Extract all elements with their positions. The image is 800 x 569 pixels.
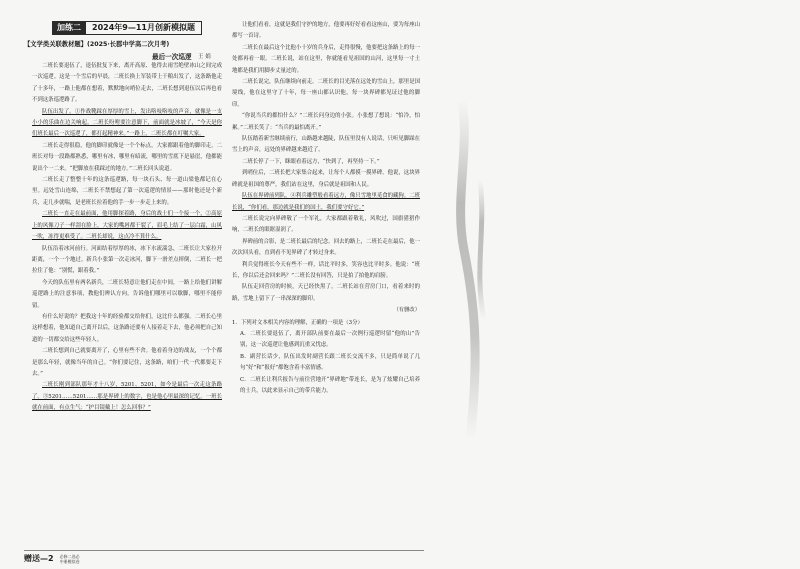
option-c: C．二班长让利兵报告与前往营地开“界碑地”带连长，是为了炫耀自己培养的士兵，以此来显示自己的带兵能力。 bbox=[240, 376, 420, 394]
paragraph: 二班长想到自己就要离开了，心里有些不舍。他看着身边的战友，一个个都是那么年轻，就像当年的自己。“你们要记住，这条路，咱们一代一代都要走下去。” bbox=[32, 348, 222, 377]
footer-sub-line: 中册模拟卷 bbox=[59, 558, 80, 564]
paragraph-underlined: 队伍出发了。①作战靴踩在厚厚的雪上，发出咯吱咯吱的声音，就像是一支小小的乐曲在边关响起，二班长吩咐要注意脚下，前面就是冰坡了，“今天是你们班长最后一次巡逻了，都打起精神来。”一路上，二班长都在叮嘱大家。 bbox=[32, 108, 222, 138]
footer bbox=[24, 553, 80, 564]
paragraph: 队伍踏着新雪继续前行，山路越来越陡，队伍里没有人说话，只听见脚踩在雪上的声音，远处的界碑越来越近了。 bbox=[232, 136, 420, 154]
paragraph: “你说当兵的都怕什么？”二班长问身边的小张。小张想了想说：“怕冷，怕累。”二班长笑了：“当兵的最怕离开。” bbox=[232, 113, 420, 131]
paragraph: 队伍沿着冰河前行。河面结着厚厚的冰，冰下水流湍急，二班长让大家拉开距离，一个一个地过。新兵小张第一次走冰河，脚下一滑差点摔倒，二班长一把拉住了他：“别慌，跟着我。” bbox=[32, 245, 222, 275]
paragraph: 队伍走回营房的时候，天已经快黑了。二班长站在营房门口，看着来时的路，雪地上留下了一串深深的脚印。 bbox=[232, 284, 420, 302]
question-stem: 1．下列对文本相关内容的理解，正确的一项是（3分） bbox=[232, 319, 363, 326]
article-column-right bbox=[232, 20, 420, 548]
question-tag-line: 【文学类关联教材题】(2025·长郡中学高二次月考) bbox=[24, 41, 170, 48]
paragraph-underlined: 二班长一直走在最前面，他用脚探着路，身后的战士们一个接一个，②高原上的风像刀子一样刮在脸上，大家的嘴唇都干裂了，眉毛上结了一层白霜，山风一吹，冻得更难受了。二班长却说，这点冷不算什么。 bbox=[32, 211, 222, 241]
article-column-left bbox=[32, 61, 222, 545]
paragraph-underlined: 队伍在界碑前列队，④利兵雕塑般看着远方，像只雪地里觅食的藏狗。二班长说，“你们看，那边就是我们的国土，我们要守好它。” bbox=[232, 193, 420, 211]
page-label: 赠送—2 bbox=[24, 554, 54, 563]
source-note: （有删改） bbox=[393, 307, 420, 314]
section-header bbox=[52, 21, 228, 35]
article-author: 王 娟 bbox=[198, 54, 211, 60]
section-badge: 加练二 bbox=[52, 21, 86, 35]
paragraph-underlined: 二班长刚到部队那年才十八岁，5201、5201，如今是最后一次走这条路了。③5201……5201……那是界碑上的数字，也是他心里最深的记忆。一班长就在前面，有点生气：“护目镜戴上！怎么回事？” bbox=[32, 382, 222, 412]
paragraph: 让他们看看，这就是我们守护的地方，他要再好好看看这座山，要为每座山都写一首诗。 bbox=[232, 22, 420, 40]
paragraph: 有什么好说的？把我这十年的经验都交给你们，这比什么都强。二班长心里这样想着，他知道自己离开以后，这条路还要有人接着走下去，他必须把自己知道的一切都交给这些年轻人。 bbox=[32, 313, 222, 343]
article-title: 最后一次巡逻 bbox=[152, 53, 192, 61]
paragraph: 二班长要退伍了，退伍批复下来，离开高原、他得去雨雪绝壁冰山之间完成一次巡逻。这是一个雪后的早晨，二班长换上军装带上干粮出发了，这条路他走了十多年，一路上他都在想着，默默地向哨位走去，二班长想到退伍以后再也看不到这条巡逻路了。 bbox=[32, 63, 222, 104]
footer-divider bbox=[24, 550, 424, 551]
ink-smudge-mark bbox=[440, 90, 510, 450]
section-title: 2024年9—11月创新模拟题 bbox=[86, 21, 202, 35]
option-b: B．副营长话少，队伍出发时副营长跟二班长交流不多，只是简单说了几句“好”和“报好”都饱含着丰富情感。 bbox=[240, 353, 420, 372]
paragraph: 二班长说完向界碑敬了一个军礼，大家都跟着敬礼，风吹过，国旗猎猎作响，二班长的眼眶湿润了。 bbox=[232, 215, 420, 234]
paragraph: 二班长走了整整十年的这条巡逻路，每一块石头、每一道山梁他都记在心里。远处雪山连绵，二班长不禁想起了第一次巡逻的情景——那时他还是个新兵，走几步就喘，是老班长拉着他的手一步一步走上来的。 bbox=[32, 177, 222, 206]
option-a: A．二班长要退伍了，离开部队前要在最后一次例行巡逻时留“他的山”告别，这一次巡逻让他感到沉重又忧虑。 bbox=[240, 330, 420, 349]
paragraph: 二班长说完，队伍继续向前走。二班长的目光落在远处的雪山上，那里是国境线，他在这里守了十年，每一座山都认识他，每一块界碑都见证过他的脚印。 bbox=[232, 79, 420, 108]
question-block bbox=[232, 318, 420, 398]
paragraph: 二班长停了一下，眯眼看着远方，“快到了，再坚持一下。” bbox=[242, 158, 380, 165]
paragraph: 到哨位后，二班长把大家集合起来，让每个人都摸一摸界碑。他说，这块界碑就是祖国的尊严，我们站在这里，身后就是祖国和人民。 bbox=[232, 170, 420, 188]
paragraph: 二班长在最后这个比他小十岁的兵身后，走得很慢，他要把这条路上的每一处都再看一眼。二班长说，站在这里，你就能看见祖国的山河，这里每一寸土地都是我们用脚步丈量过的。 bbox=[232, 44, 420, 74]
paragraph: 二班长走得很稳，他的脚印就像是一个个标点，大家都跟着他的脚印走。二班长对每一段路都熟悉，哪里有冰，哪里有暗流，哪里的雪底下是悬崖，他都能说出个一二来。“把脚放在我踩过的地方。”二班长回头说道。 bbox=[32, 142, 222, 172]
footer-sub bbox=[60, 554, 80, 564]
paragraph: 界碑前的合影，是二班长最后的纪念。回去的路上，二班长走在最后，他一次次回头看，直到看不见界碑了才转过身来。 bbox=[232, 238, 420, 257]
footer-sub-line: 必修二选必 bbox=[59, 553, 80, 559]
paragraph: 今天的队伍里有两名新兵，二班长特意让他们走在中间，一路上给他们讲解巡逻路上的注意事项，教他们辨认方向，告诉他们哪里可以歇脚，哪里不能停留。 bbox=[32, 279, 222, 309]
paragraph: 利兵觉得班长今天有些不一样，话比平时多，笑容也比平时多。他说：“班长，你以后还会回来吗？”二班长没有回答，只是拍了拍他的肩膀。 bbox=[232, 261, 420, 279]
